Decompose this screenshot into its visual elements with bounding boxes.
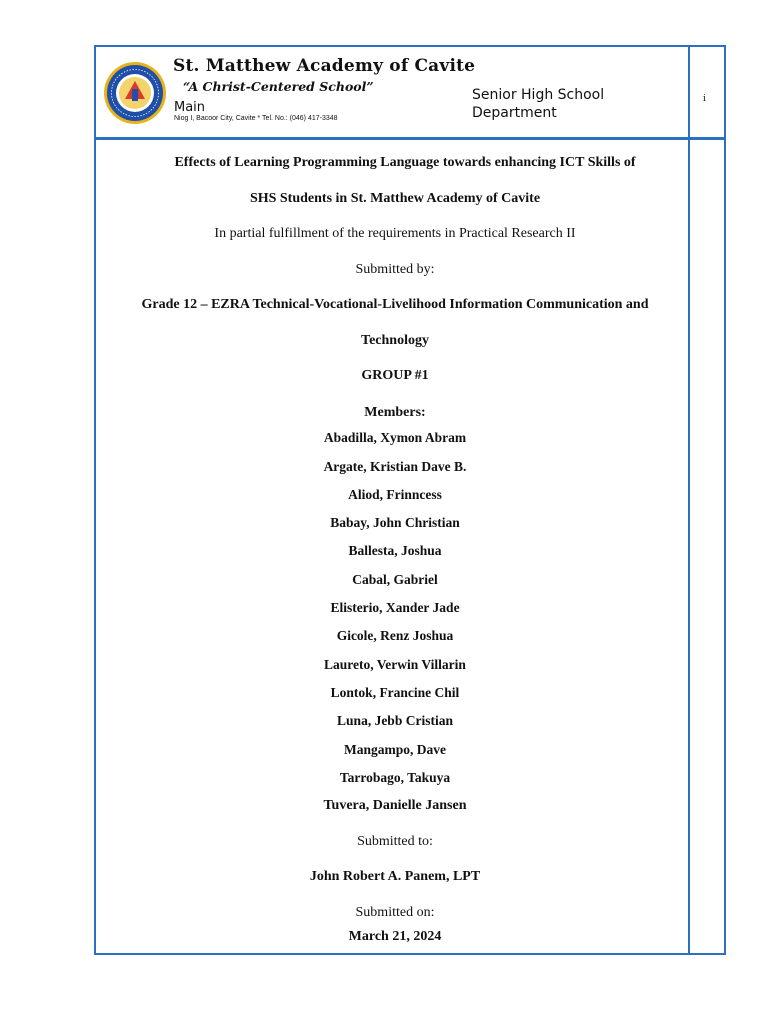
member-name: Babay, John Christian xyxy=(330,515,460,530)
campus-label: Main xyxy=(174,100,206,115)
member-name: Abadilla, Xymon Abram xyxy=(323,430,467,445)
submitted-by-label: Submitted by: xyxy=(355,262,435,277)
submitted-on-label: Submitted on: xyxy=(355,905,435,920)
title-line-2: SHS Students in St. Matthew Academy of Cavite xyxy=(249,191,541,206)
members-label: Members: xyxy=(364,405,426,420)
member-name: Tarrobago, Takuya xyxy=(339,770,451,785)
school-motto: “A Christ-Centered School” xyxy=(183,79,374,94)
submission-date: March 21, 2024 xyxy=(348,929,442,944)
member-name: Luna, Jebb Cristian xyxy=(337,713,453,728)
adviser-name: John Robert A. Panem, LPT xyxy=(309,869,481,884)
member-name: Gicole, Renz Joshua xyxy=(336,628,454,643)
member-name: Laureto, Verwin Villarin xyxy=(324,657,466,672)
school-address: Niog I, Bacoor City, Cavite * Tel. No.: (046) 417-3348 xyxy=(174,115,338,122)
header-divider-line xyxy=(94,137,726,140)
member-name: Aliod, Frinncess xyxy=(348,487,442,502)
member-name: Argate, Kristian Dave B. xyxy=(323,459,467,474)
school-seal-icon xyxy=(103,53,167,133)
member-name: Cabal, Gabriel xyxy=(352,572,438,587)
member-name: Tuvera, Danielle Jansen xyxy=(323,798,467,813)
fulfillment-text: In partial fulfillment of the requirements in Practical Research II xyxy=(214,226,576,241)
section-line-2: Technology xyxy=(361,333,429,348)
group-name: GROUP #1 xyxy=(361,368,429,383)
section-line-1: Grade 12 – EZRA Technical-Vocational-Livelihood Information Communication and xyxy=(141,297,649,312)
title-line-1: Effects of Learning Programming Language towards enhancing ICT Skills of xyxy=(174,155,636,170)
page-number: i xyxy=(703,94,706,104)
member-name: Ballesta, Joshua xyxy=(348,543,442,558)
school-name: St. Matthew Academy of Cavite xyxy=(173,56,476,76)
submitted-to-label: Submitted to: xyxy=(357,834,433,849)
member-name: Lontok, Francine Chil xyxy=(330,685,460,700)
department-name: Senior High School Department xyxy=(472,87,605,121)
member-name: Mangampo, Dave xyxy=(344,742,446,757)
member-name: Elisterio, Xander Jade xyxy=(330,600,460,615)
